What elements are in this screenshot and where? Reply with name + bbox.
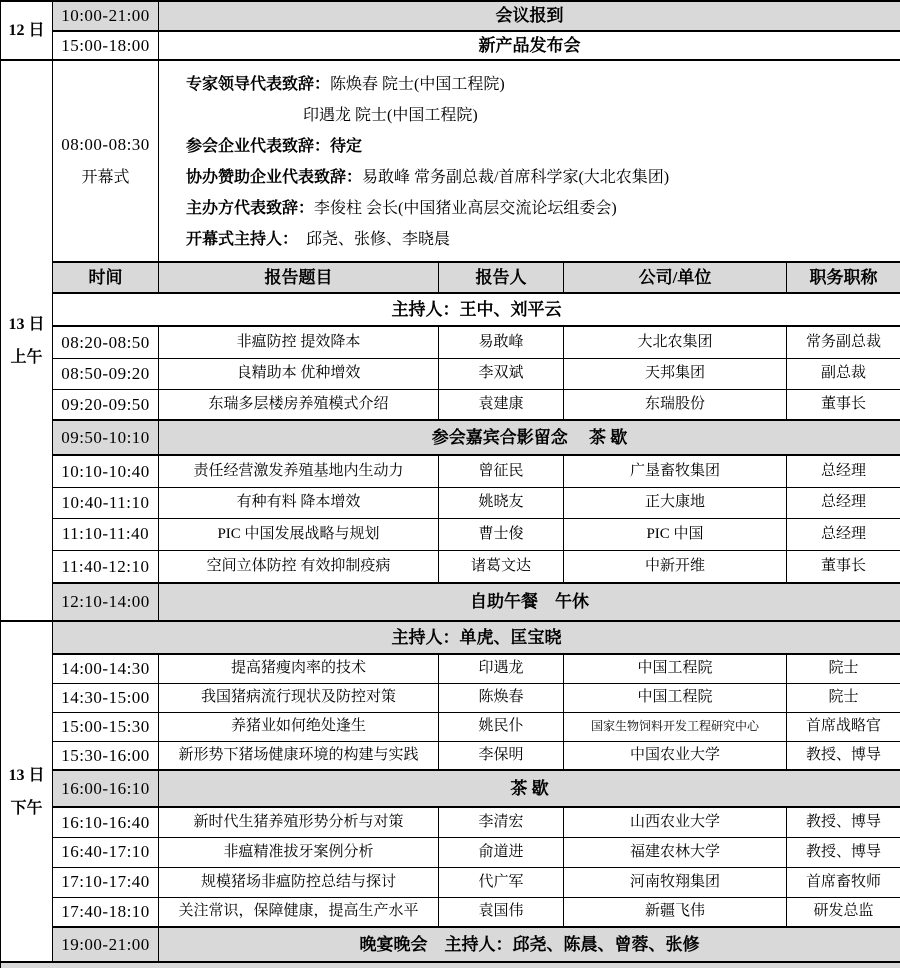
talk-speaker: 俞道进 — [439, 837, 564, 867]
talk-company: 新疆飞伟 — [564, 897, 787, 927]
talk-company: 山西农业大学 — [564, 807, 787, 837]
row-bottom-strip — [1, 962, 900, 968]
talk-speaker: 代广军 — [439, 867, 564, 897]
moderator-cell-pm: 主持人：单虎、匡宝晓 — [53, 621, 900, 654]
opening-line — [186, 131, 896, 162]
talk-position: 研发总监 — [787, 897, 900, 927]
col-header-speaker: 报告人 — [439, 262, 564, 293]
speech-label: 专家领导代表致辞： — [186, 76, 330, 93]
talk-company: 国家生物饲料开发工程研究中心 — [564, 712, 787, 741]
date-label-line1: 13 日 — [1, 759, 52, 792]
talk-speaker: 李清宏 — [439, 807, 564, 837]
speech-label: 参会企业代表致辞：待定 — [186, 138, 362, 155]
talk-row — [1, 487, 900, 518]
speech-text: 印遇龙 院士(中国工程院) — [303, 107, 478, 124]
date-label-line1: 13 日 — [1, 308, 52, 341]
speech-label: 主办方代表致辞： — [186, 200, 314, 217]
opening-line — [186, 193, 896, 224]
talk-company: 正大康地 — [564, 487, 787, 518]
col-header-company: 公司/单位 — [564, 262, 787, 293]
speech-text: 易敢峰 常务副总裁/首席科学家(大北农集团) — [362, 169, 669, 186]
date-label-line2: 下午 — [1, 792, 52, 825]
talk-speaker: 袁国伟 — [439, 897, 564, 927]
talk-row — [1, 837, 900, 867]
talk-title: 关注常识，保障健康，提高生产水平 — [159, 897, 439, 927]
talk-speaker: 李保明 — [439, 741, 564, 770]
time-cell: 10:00-21:00 — [53, 1, 159, 31]
time-cell: 14:00-14:30 — [53, 654, 159, 683]
event-cell-tea-break: 茶 歇 — [159, 770, 900, 807]
talk-speaker: 姚晓友 — [439, 487, 564, 518]
talk-row — [1, 741, 900, 770]
time-cell: 10:10-10:40 — [53, 455, 159, 487]
row-opening-ceremony — [1, 60, 900, 262]
row-moderator-am — [1, 293, 900, 326]
talk-speaker: 陈焕春 — [439, 683, 564, 712]
talk-speaker: 易敢峰 — [439, 326, 564, 358]
col-header-time: 时间 — [53, 262, 159, 293]
speech-label: 协办赞助企业代表致辞： — [186, 169, 362, 186]
time-cell: 08:20-08:50 — [53, 326, 159, 358]
time-cell: 17:40-18:10 — [53, 897, 159, 927]
time-cell: 08:50-09:20 — [53, 358, 159, 389]
talk-company: PIC 中国 — [564, 518, 787, 550]
talk-position: 董事长 — [787, 389, 900, 420]
row-column-headers — [1, 262, 900, 293]
talk-position: 首席畜牧师 — [787, 867, 900, 897]
talk-row — [1, 455, 900, 487]
talk-title: 提高猪瘦肉率的技术 — [159, 654, 439, 683]
opening-time: 08:00-08:30 — [53, 128, 158, 161]
talk-title: 新时代生猪养殖形势分析与对策 — [159, 807, 439, 837]
event-cell-banquet: 晚宴晚会 主持人：邱尧、陈晨、曾蓉、张修 — [159, 927, 900, 962]
row-registration — [1, 1, 900, 31]
talk-title: 养猪业如何绝处逢生 — [159, 712, 439, 741]
date-cell-day12: 12 日 — [1, 1, 53, 60]
time-cell: 11:10-11:40 — [53, 518, 159, 550]
talk-title: 新形势下猪场健康环境的构建与实践 — [159, 741, 439, 770]
opening-line — [186, 162, 896, 193]
speech-label: 开幕式主持人： — [186, 231, 290, 248]
talk-company: 中国工程院 — [564, 683, 787, 712]
time-cell: 16:00-16:10 — [53, 770, 159, 807]
time-cell: 09:20-09:50 — [53, 389, 159, 420]
opening-title: 开幕式 — [53, 161, 158, 194]
talk-row — [1, 654, 900, 683]
talk-row — [1, 683, 900, 712]
talk-row — [1, 807, 900, 837]
talk-title: 责任经营激发养殖基地内生动力 — [159, 455, 439, 487]
time-cell: 09:50-10:10 — [53, 420, 159, 455]
talk-position: 院士 — [787, 654, 900, 683]
bottom-strip-cell — [1, 962, 900, 968]
event-cell-product-launch: 新产品发布会 — [159, 31, 900, 60]
talk-company: 广垦畜牧集团 — [564, 455, 787, 487]
talk-company: 河南牧翔集团 — [564, 867, 787, 897]
event-cell-registration: 会议报到 — [159, 1, 900, 31]
talk-speaker: 曹士俊 — [439, 518, 564, 550]
time-cell: 11:40-12:10 — [53, 550, 159, 583]
talk-row — [1, 326, 900, 358]
talk-title: 规模猪场非瘟防控总结与探讨 — [159, 867, 439, 897]
talk-row — [1, 712, 900, 741]
talk-row — [1, 518, 900, 550]
date-cell-day13-am — [1, 60, 53, 621]
talk-title: 非瘟精准拔牙案例分析 — [159, 837, 439, 867]
time-cell: 16:10-16:40 — [53, 807, 159, 837]
speech-text: 李俊柱 会长(中国猪业高层交流论坛组委会) — [314, 200, 617, 217]
opening-line — [186, 100, 896, 131]
talk-position: 总经理 — [787, 487, 900, 518]
event-cell-photo-break: 参会嘉宾合影留念 茶 歇 — [159, 420, 900, 455]
talk-row — [1, 389, 900, 420]
talk-title: 空间立体防控 有效抑制疫病 — [159, 550, 439, 583]
date-cell-day13-pm — [1, 621, 53, 962]
talk-row — [1, 867, 900, 897]
talk-position: 院士 — [787, 683, 900, 712]
talk-row — [1, 897, 900, 927]
time-cell: 14:30-15:00 — [53, 683, 159, 712]
talk-position: 董事长 — [787, 550, 900, 583]
time-cell: 10:40-11:10 — [53, 487, 159, 518]
talk-position: 教授、博导 — [787, 807, 900, 837]
talk-position: 首席战略官 — [787, 712, 900, 741]
talk-company: 中新开维 — [564, 550, 787, 583]
talk-position: 教授、博导 — [787, 837, 900, 867]
row-photo-break — [1, 420, 900, 455]
talk-position: 总经理 — [787, 518, 900, 550]
talk-company: 福建农林大学 — [564, 837, 787, 867]
talk-title: 良精助本 优种增效 — [159, 358, 439, 389]
talk-title: 非瘟防控 提效降本 — [159, 326, 439, 358]
time-cell: 15:00-18:00 — [53, 31, 159, 60]
talk-title: 东瑞多层楼房养殖模式介绍 — [159, 389, 439, 420]
talk-speaker: 袁建康 — [439, 389, 564, 420]
talk-company: 东瑞股份 — [564, 389, 787, 420]
talk-company: 天邦集团 — [564, 358, 787, 389]
speech-text: 陈焕春 院士(中国工程院) — [330, 76, 505, 93]
talk-title: PIC 中国发展战略与规划 — [159, 518, 439, 550]
talk-title: 我国猪病流行现状及防控对策 — [159, 683, 439, 712]
talk-company: 大北农集团 — [564, 326, 787, 358]
talk-speaker: 李双斌 — [439, 358, 564, 389]
talk-speaker: 曾征民 — [439, 455, 564, 487]
time-cell: 16:40-17:10 — [53, 837, 159, 867]
row-product-launch — [1, 31, 900, 60]
time-cell: 17:10-17:40 — [53, 867, 159, 897]
talk-row — [1, 550, 900, 583]
talk-company: 中国农业大学 — [564, 741, 787, 770]
talk-speaker: 姚民仆 — [439, 712, 564, 741]
opening-speeches-cell — [159, 60, 900, 262]
talk-position: 副总裁 — [787, 358, 900, 389]
time-cell: 12:10-14:00 — [53, 583, 159, 621]
speech-text: 邱尧、张修、李晓晨 — [290, 231, 450, 248]
talk-title: 有种有料 降本增效 — [159, 487, 439, 518]
event-cell-lunch: 自助午餐 午休 — [159, 583, 900, 621]
talk-row — [1, 358, 900, 389]
row-lunch — [1, 583, 900, 621]
time-cell-opening — [53, 60, 159, 262]
row-tea-break — [1, 770, 900, 807]
talk-speaker: 印遇龙 — [439, 654, 564, 683]
row-moderator-pm — [1, 621, 900, 654]
col-header-position: 职务职称 — [787, 262, 900, 293]
talk-position: 常务副总裁 — [787, 326, 900, 358]
talk-speaker: 诸葛文达 — [439, 550, 564, 583]
date-label-line2: 上午 — [1, 341, 52, 374]
talk-position: 总经理 — [787, 455, 900, 487]
talk-company: 中国工程院 — [564, 654, 787, 683]
time-cell: 15:00-15:30 — [53, 712, 159, 741]
talk-position: 教授、博导 — [787, 741, 900, 770]
opening-line — [186, 224, 896, 255]
row-banquet — [1, 927, 900, 962]
moderator-cell-am: 主持人：王中、刘平云 — [53, 293, 900, 326]
opening-line — [186, 69, 896, 100]
col-header-title: 报告题目 — [159, 262, 439, 293]
time-cell: 15:30-16:00 — [53, 741, 159, 770]
time-cell: 19:00-21:00 — [53, 927, 159, 962]
